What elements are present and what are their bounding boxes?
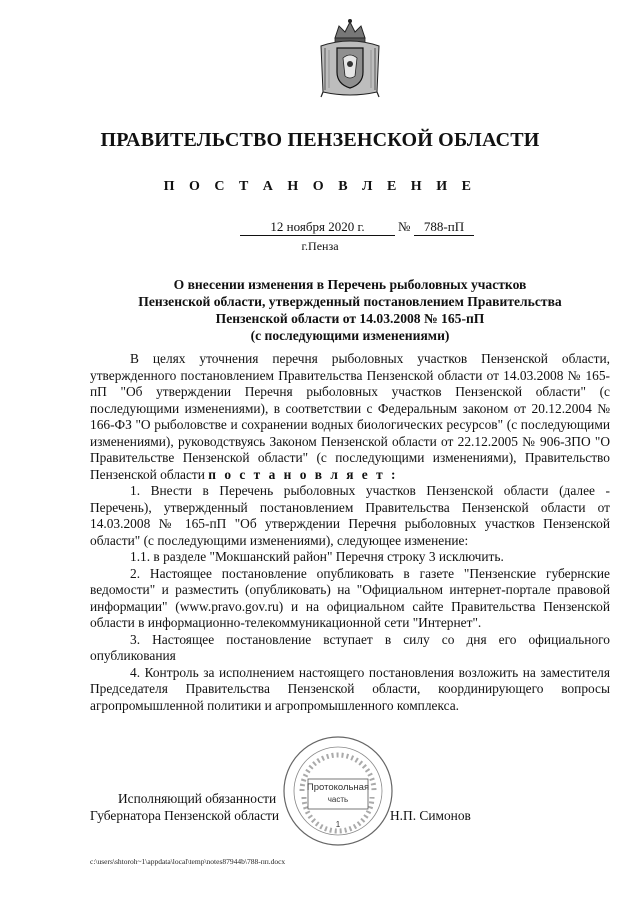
preamble-paragraph [90, 351, 610, 483]
city: г.Пенза [301, 239, 339, 253]
coat-of-arms-emblem [317, 18, 383, 98]
official-stamp [282, 735, 394, 847]
document-date: 12 ноября 2020 г. [240, 219, 395, 236]
document-number: 788-пП [414, 219, 474, 236]
government-title: ПРАВИТЕЛЬСТВО ПЕНЗЕНСКОЙ ОБЛАСТИ [100, 129, 540, 151]
signatory-title-line2: Губернатора Пензенской области [90, 808, 280, 823]
file-path-footer: c:\users\shtoroh~1\appdata\local\temp\notes87944b\788-пп.docx [90, 857, 286, 866]
subject-line: Пензенской области от 14.03.2008 № 165-пП [215, 311, 485, 326]
document-subject [80, 276, 620, 344]
stamp-line3: 1 [335, 820, 341, 829]
signatory-title [90, 790, 279, 824]
signatory-title-line1: Исполняющий обязанности [118, 791, 277, 806]
stamp-line1: Протокольная [306, 782, 370, 793]
item-paragraph: 4. Контроль за исполнением настоящего постановления возложить на заместителя Председателя Правительства Пензенской области, координирующего вопросы агропромышленной политики и агропромышленного комплекса. [90, 664, 610, 713]
number-sign: № [398, 219, 411, 234]
decree-word: п о с т а н о в л я е т : [208, 466, 398, 482]
document-type: П О С Т А Н О В Л Е Н И Е [163, 179, 477, 194]
item-paragraph: 1.1. в разделе "Мокшанский район" Перечня строку 3 исключить. [130, 549, 504, 564]
signatory-name: Н.П. Симонов [390, 808, 471, 823]
subject-line: О внесении изменения в Перечень рыболовных участков [173, 277, 527, 292]
subject-line: Пензенской области, утвержденный постановлением Правительства [138, 294, 562, 309]
document-body [90, 351, 610, 714]
item-paragraph: 2. Настоящее постановление опубликовать в газете "Пензенские губернские ведомости" и разместить (опубликовать) на "Официальном интернет-портале правовой информации" (www.pravo.gov.ru) и на официальном сайте Правительства Пензенской области в информационно-телекоммуникационной сети "Интернет". [90, 565, 610, 630]
stamp-line2: часть [327, 795, 349, 804]
item-paragraph: 1. Внести в Перечень рыболовных участков Пензенской области (далее - Перечень), утвержденный постановлением Правительства Пензенской области от 14.03.2008 № 165-пП "Об утверждении Перечня рыболовных участков Пензенской области" (с последующими изменениями), следующее изменение: [90, 483, 610, 548]
item-paragraph: 3. Настоящее постановление вступает в силу со дня его официального опубликования [90, 631, 610, 663]
subject-line: (с последующими изменениями) [250, 328, 450, 343]
preamble-text: В целях уточнения перечня рыболовных участков Пензенской области, утвержденного постановлением Правительства Пензенской области от 14.03.2008 № 165-пП "Об утверждении Перечня рыболовных участков Пензенской области" (с последующими изменениями), в соответствии с Федеральным законом от 20.12.2004 № 166-ФЗ "О рыболовстве и сохранении водных биологических ресурсов" (с последующими изменениями), руководствуясь Законом Пензенской области от 22.12.2005 № 906-ЗПО "О Правительстве Пензенской области" (с последующими изменениями), Правительство Пензенской области [90, 351, 610, 482]
